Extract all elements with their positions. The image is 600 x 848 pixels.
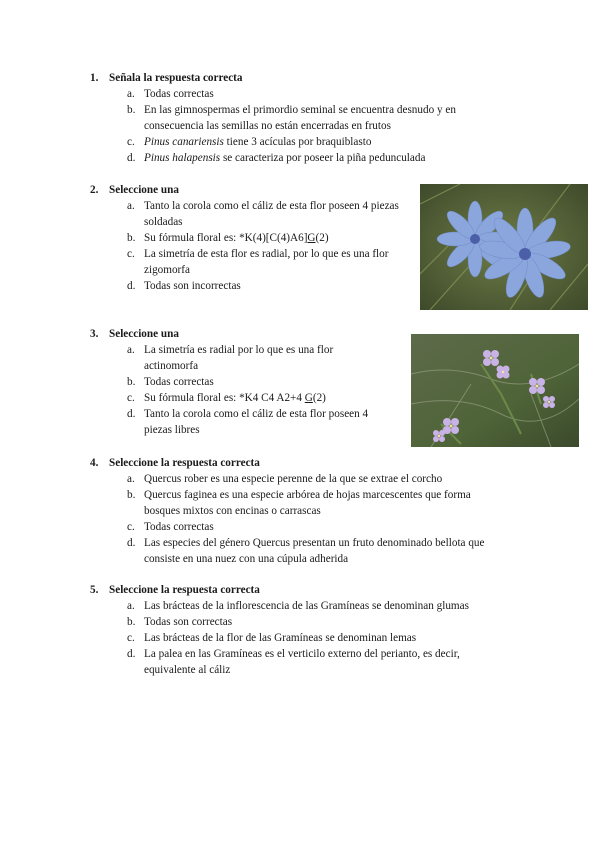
option-letter: b. bbox=[127, 376, 136, 388]
option-text: Todas son correctas bbox=[144, 616, 233, 628]
option-letter: b. bbox=[127, 489, 136, 501]
question-number: 2. bbox=[90, 184, 99, 196]
question-title: Seleccione la respuesta correcta bbox=[109, 457, 260, 469]
question-title: Señala la respuesta correcta bbox=[109, 72, 243, 84]
option-text bbox=[144, 134, 510, 150]
question-3-header bbox=[90, 326, 410, 342]
chicory-flower-photo bbox=[420, 184, 588, 310]
violet-flower-image bbox=[411, 334, 579, 447]
option-text: Todas correctas bbox=[144, 376, 214, 388]
option-letter: c. bbox=[127, 248, 135, 260]
option-text-rest: se caracteriza por poseer la piña pedunculada bbox=[220, 152, 426, 164]
question-3 bbox=[90, 326, 410, 438]
option-letter: a. bbox=[127, 88, 135, 100]
option-5c bbox=[90, 630, 530, 646]
option-4b bbox=[90, 487, 530, 519]
option-text: En las gimnospermas el primordio seminal se encuentra desnudo y en consecuencia las semillas no están encerradas en frutos bbox=[144, 104, 456, 132]
option-4a bbox=[90, 471, 530, 487]
option-1d bbox=[90, 150, 510, 166]
option-text: Todas son incorrectas bbox=[144, 280, 241, 292]
option-text bbox=[144, 390, 410, 406]
question-number: 4. bbox=[90, 457, 99, 469]
species-name: Pinus canariensis bbox=[144, 136, 224, 148]
option-3a bbox=[90, 342, 410, 374]
option-text: Todas correctas bbox=[144, 88, 214, 100]
option-text bbox=[144, 230, 420, 246]
option-3b bbox=[90, 374, 410, 390]
question-1 bbox=[90, 70, 510, 166]
question-4-header bbox=[90, 455, 530, 471]
question-title: Seleccione la respuesta correcta bbox=[109, 584, 260, 596]
option-2d bbox=[90, 278, 420, 294]
option-text: Quercus faginea es una especie arbórea de hojas marcescentes que forma bosques mixtos con encinas o carrascas bbox=[144, 489, 471, 517]
option-2a bbox=[90, 198, 420, 230]
question-2-header bbox=[90, 182, 420, 198]
option-letter: a. bbox=[127, 344, 135, 356]
option-letter: d. bbox=[127, 537, 136, 549]
question-number: 5. bbox=[90, 584, 99, 596]
option-1b bbox=[90, 102, 510, 134]
question-title: Seleccione una bbox=[109, 328, 179, 340]
option-4d bbox=[90, 535, 530, 567]
question-number: 1. bbox=[90, 72, 99, 84]
option-text: Todas correctas bbox=[144, 521, 214, 533]
option-letter: c. bbox=[127, 521, 135, 533]
option-text: La palea en las Gramíneas es el verticilo externo del perianto, es decir, equivalente al cáliz bbox=[144, 648, 460, 676]
question-2 bbox=[90, 182, 420, 294]
gynoecium-symbol: G bbox=[304, 392, 313, 404]
option-3c bbox=[90, 390, 410, 406]
floral-formula: Su fórmula floral es: *K(4)[C(4)A6] bbox=[144, 232, 308, 244]
option-letter: c. bbox=[127, 136, 135, 148]
option-5b bbox=[90, 614, 530, 630]
question-5 bbox=[90, 582, 530, 678]
option-text: Tanto la corola como el cáliz de esta flor poseen 4 piezas libres bbox=[144, 408, 369, 436]
option-letter: b. bbox=[127, 232, 136, 244]
gynoecium-symbol: G bbox=[307, 232, 316, 244]
option-text: Tanto la corola como el cáliz de esta flor poseen 4 piezas soldadas bbox=[144, 200, 399, 228]
option-letter: d. bbox=[127, 152, 136, 164]
floral-formula: Su fórmula floral es: *K4 C4 A2+4 bbox=[144, 392, 305, 404]
floral-formula-end: (2) bbox=[315, 232, 329, 244]
option-letter: d. bbox=[127, 280, 136, 292]
floral-formula-end: (2) bbox=[312, 392, 326, 404]
option-text: Las especies del género Quercus presentan un fruto denominado bellota que consiste en una nuez con una cúpula adherida bbox=[144, 537, 485, 565]
option-text: La simetría de esta flor es radial, por lo que es una flor zigomorfa bbox=[144, 248, 389, 276]
option-text bbox=[144, 150, 510, 166]
option-1a bbox=[90, 86, 510, 102]
option-letter: a. bbox=[127, 200, 135, 212]
option-5a bbox=[90, 598, 530, 614]
chicory-flower-image bbox=[420, 184, 588, 310]
option-letter: a. bbox=[127, 600, 135, 612]
option-3d bbox=[90, 406, 410, 438]
option-text: Las brácteas de la inflorescencia de las Gramíneas se denominan glumas bbox=[144, 600, 469, 612]
species-name: Pinus halapensis bbox=[144, 152, 221, 164]
option-text: Quercus rober es una especie perenne de la que se extrae el corcho bbox=[144, 473, 443, 485]
option-2b bbox=[90, 230, 420, 246]
violet-flower-photo bbox=[411, 334, 579, 447]
question-title: Seleccione una bbox=[109, 184, 179, 196]
option-letter: d. bbox=[127, 648, 136, 660]
option-5d bbox=[90, 646, 530, 678]
option-2c bbox=[90, 246, 420, 278]
option-letter: c. bbox=[127, 392, 135, 404]
question-4 bbox=[90, 455, 530, 567]
option-1c bbox=[90, 134, 510, 150]
option-text: Las brácteas de la flor de las Gramíneas se denominan lemas bbox=[144, 632, 417, 644]
question-number: 3. bbox=[90, 328, 99, 340]
option-letter: c. bbox=[127, 632, 135, 644]
option-letter: b. bbox=[127, 616, 136, 628]
question-1-header bbox=[90, 70, 510, 86]
option-letter: a. bbox=[127, 473, 135, 485]
option-text-rest: tiene 3 acículas por braquiblasto bbox=[223, 136, 372, 148]
option-letter: d. bbox=[127, 408, 136, 420]
option-text: La simetría es radial por lo que es una flor actinomorfa bbox=[144, 344, 334, 372]
option-letter: b. bbox=[127, 104, 136, 116]
option-4c bbox=[90, 519, 530, 535]
question-5-header bbox=[90, 582, 530, 598]
